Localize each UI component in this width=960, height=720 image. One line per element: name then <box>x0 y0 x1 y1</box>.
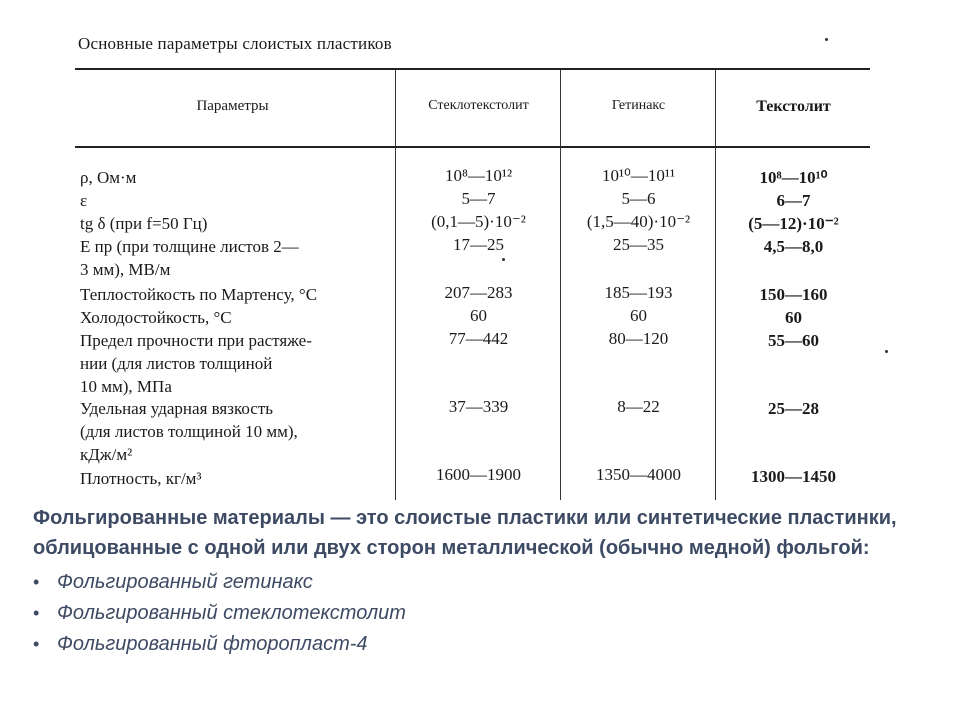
cell-tekstolit-loss-tangent: (5—12)·10⁻² <box>748 214 839 233</box>
cell-tekstolit-density: 1300—1450 <box>751 467 836 486</box>
cell-steklo-loss-tangent: (0,1—5)·10⁻² <box>431 212 526 231</box>
param-impact-1: Удельная ударная вязкость <box>80 399 274 418</box>
cell-getinaks-tensile: 80—120 <box>608 329 669 348</box>
bullet-icon: • <box>33 603 40 623</box>
list-item-label: Фольгированный стеклотекстолит <box>57 602 406 624</box>
cell-tekstolit-breakdown: 4,5—8,0 <box>763 237 824 256</box>
cell-steklo-tensile: 77—442 <box>448 329 509 348</box>
param-density: Плотность, кг/м³ <box>80 469 202 488</box>
column-divider <box>395 70 396 500</box>
param-impact-2: (для листов толщиной 10 мм), <box>80 422 298 441</box>
cell-tekstolit-permittivity: 6—7 <box>776 191 811 210</box>
table-title: Основные параметры слоистых пластиков <box>78 34 392 53</box>
cell-tekstolit-heat: 150—160 <box>759 285 828 304</box>
foil-materials-definition: Фольгированные материалы — это слоистые пластики или синтетические пластинки, облицованные с одной или двух сторон металлической (обычно медной) фольгой: <box>33 507 897 559</box>
header-params: Параметры <box>196 98 269 114</box>
table-top-rule <box>75 68 870 70</box>
cell-tekstolit-resistivity: 10⁸—10¹⁰ <box>759 168 828 187</box>
param-breakdown-1: E пр (при толщине листов 2— <box>80 237 299 256</box>
cell-steklo-cold: 60 <box>470 306 487 325</box>
table-header-rule <box>75 146 870 148</box>
param-permittivity: ε <box>80 191 88 210</box>
header-tekstolit: Текстолит <box>756 98 831 115</box>
list-item-label: Фольгированный фторопласт-4 <box>57 633 368 655</box>
param-loss-tangent: tg δ (при f=50 Гц) <box>80 214 208 233</box>
cell-getinaks-resistivity: 10¹⁰—10¹¹ <box>601 166 676 185</box>
param-resistivity: ρ, Ом·м <box>80 168 137 187</box>
param-impact-3: кДж/м² <box>80 445 133 464</box>
cell-steklo-impact: 37—339 <box>448 397 509 416</box>
scan-speck <box>825 38 828 41</box>
cell-steklo-heat: 207—283 <box>444 283 513 302</box>
header-getinaks: Гетинакс <box>611 98 666 113</box>
param-cold-resistance: Холодостойкость, °С <box>80 308 232 327</box>
bullet-icon: • <box>33 634 40 654</box>
scan-speck <box>502 258 505 261</box>
param-tensile-3: 10 мм), МПа <box>80 377 172 396</box>
cell-steklo-density: 1600—1900 <box>436 465 521 484</box>
description-block <box>33 503 913 660</box>
cell-getinaks-heat: 185—193 <box>604 283 673 302</box>
bullet-icon: • <box>33 572 40 592</box>
cell-steklo-breakdown: 17—25 <box>453 235 504 254</box>
param-heat-resistance: Теплостойкость по Мартенсу, °С <box>80 285 318 304</box>
cell-tekstolit-impact: 25—28 <box>768 399 819 418</box>
list-item-label: Фольгированный гетинакс <box>57 571 313 593</box>
column-divider <box>715 70 716 500</box>
cell-tekstolit-cold: 60 <box>785 308 802 327</box>
cell-getinaks-permittivity: 5—6 <box>621 189 656 208</box>
param-tensile-1: Предел прочности при растяже- <box>80 331 312 350</box>
cell-getinaks-breakdown: 25—35 <box>613 235 664 254</box>
list-item <box>33 629 913 660</box>
scan-speck <box>885 350 888 353</box>
column-divider <box>560 70 561 500</box>
list-item <box>33 567 913 598</box>
cell-getinaks-impact: 8—22 <box>617 397 660 416</box>
cell-getinaks-cold: 60 <box>630 306 647 325</box>
foil-materials-list <box>33 567 913 660</box>
param-tensile-2: нии (для листов толщиной <box>80 354 273 373</box>
cell-tekstolit-tensile: 55—60 <box>768 331 819 350</box>
cell-getinaks-loss-tangent: (1,5—40)·10⁻² <box>586 212 691 231</box>
cell-getinaks-density: 1350—4000 <box>596 465 681 484</box>
list-item <box>33 598 913 629</box>
cell-steklo-resistivity: 10⁸—10¹² <box>444 166 513 185</box>
cell-steklo-permittivity: 5—7 <box>461 189 496 208</box>
param-breakdown-2: 3 мм), МВ/м <box>80 260 171 279</box>
header-steklotekstolit: Стеклотекстолит <box>428 98 529 113</box>
scanned-table <box>70 30 900 490</box>
